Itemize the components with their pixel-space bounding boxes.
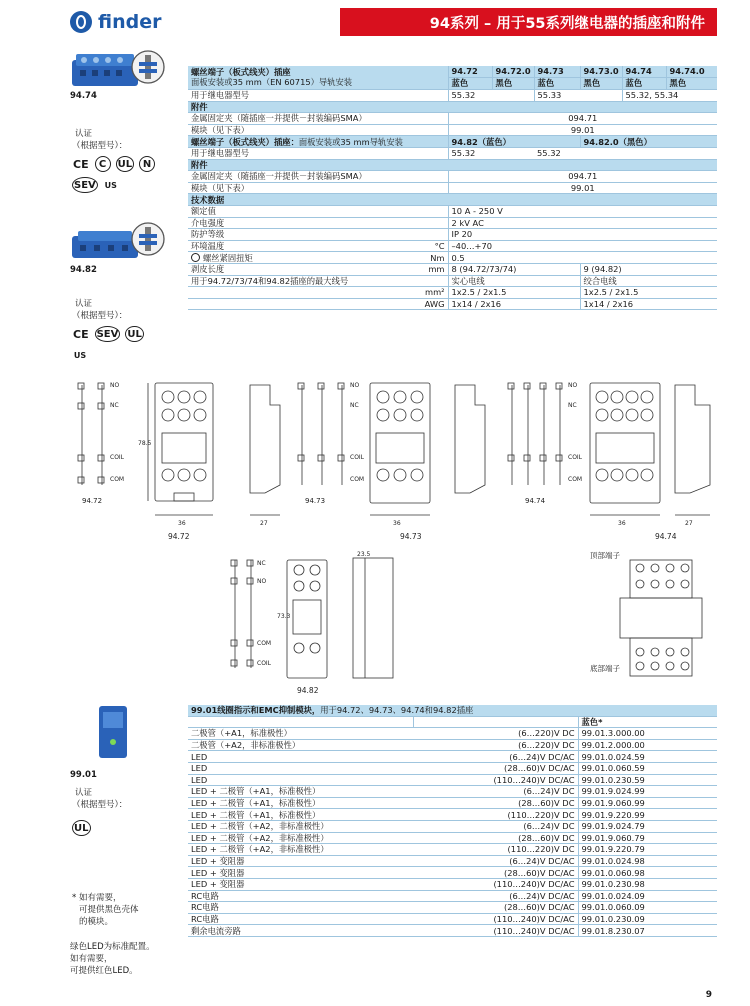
cert-label: 认证	[75, 788, 93, 798]
module-code: 99.01.0.060.59	[578, 762, 717, 774]
cell-value: 55.32	[534, 147, 717, 159]
table-row	[188, 925, 717, 937]
col-code: 94.72	[448, 66, 492, 77]
module-table	[188, 705, 717, 937]
table-row	[188, 171, 717, 183]
cell-value: IP 20	[448, 229, 717, 241]
cell-value: 99.01	[448, 124, 717, 136]
dimension-label: 36	[393, 520, 401, 527]
table-row	[188, 786, 717, 798]
page-number: 9	[705, 990, 712, 1000]
section-title: 螺丝端子（板式线夹）插座：	[191, 136, 299, 147]
module-type: LED	[188, 762, 413, 774]
cell-value: 55.33	[534, 90, 622, 102]
cell-value: 2 kV AC	[448, 217, 717, 229]
table-row	[188, 705, 717, 716]
cert-note: （根据型号）：	[72, 800, 128, 810]
row-label: 螺丝紧固扭矩	[203, 252, 253, 263]
row-label: 额定值	[188, 205, 448, 217]
module-code: 99.01.2.000.00	[578, 739, 717, 751]
col-code: 94.82.0（黑色）	[580, 136, 717, 148]
n-mark-icon: N	[139, 156, 155, 172]
module-type: LED + 二极管（+A1，标准极性）	[188, 809, 413, 821]
table-row	[188, 298, 717, 310]
row-label: 用于继电器型号	[188, 90, 448, 102]
module-type: 二极管（+A2，非标准极性）	[188, 739, 413, 751]
socket-94-82-drawing	[225, 548, 720, 698]
table-row	[188, 90, 717, 102]
cert-label: 认证	[75, 299, 93, 309]
terminal-label: NO	[110, 382, 120, 389]
row-label: 介电强度	[188, 217, 448, 229]
table-row	[188, 147, 717, 159]
table-row	[188, 902, 717, 914]
table-row	[188, 240, 717, 252]
terminal-label: COIL	[350, 454, 365, 461]
screw-terminal-icon	[131, 222, 165, 256]
table-row	[188, 124, 717, 136]
module-code: 99.01.0.060.98	[578, 867, 717, 879]
module-type: RC电路	[188, 902, 413, 914]
module-voltage: (110…240)V DC/AC	[413, 925, 578, 937]
table-row	[188, 762, 717, 774]
sev-mark-icon: SEV	[72, 177, 98, 193]
table-row	[188, 194, 717, 206]
section-subtitle: 面板安装或35 mm（EN 60715）导轨安装	[191, 77, 353, 87]
terminal-label: NC	[568, 402, 577, 409]
module-type: 二极管（+A1，标准极性）	[188, 728, 413, 740]
module-type: RC电路	[188, 890, 413, 902]
row-label: 模块（见下表）	[188, 182, 448, 194]
table-row	[188, 287, 717, 299]
module-type: LED + 二极管（+A1，标准极性）	[188, 797, 413, 809]
module-code: 99.01.9.060.99	[578, 797, 717, 809]
table-row	[188, 182, 717, 194]
cell-value: 8 (94.72/73/74)	[448, 263, 580, 275]
drawing-caption: 94.82	[297, 686, 319, 695]
cell-value: 0.5	[448, 252, 717, 264]
cell-value: 1x2.5 / 2x1.5	[448, 287, 580, 299]
terminal-label: COM	[110, 476, 125, 483]
module-type: LED + 二极管（+A2，非标准极性）	[188, 844, 413, 856]
table-row	[188, 716, 717, 728]
col-code: 94.72.0	[492, 66, 534, 77]
dimension-label: 73.3	[277, 613, 291, 620]
row-label: 用于94.72/73/74和94.82插座的最大线号	[188, 275, 448, 287]
footnote: 绿色LED为标准配置。	[70, 942, 155, 952]
cell-value: 094.71	[448, 171, 717, 183]
table-row	[188, 867, 717, 879]
module-type: LED + 变阻器	[188, 878, 413, 890]
table-row	[188, 820, 717, 832]
brand-name: finder	[98, 11, 162, 33]
drawing-caption: 94.74	[655, 532, 677, 541]
footnote: 可提供黑色壳体	[79, 905, 139, 915]
cell-value: 55.32	[448, 147, 534, 159]
footnote: 的模块。	[79, 917, 114, 927]
sev-mark-icon: SEV	[95, 326, 121, 342]
cell-value: 实心电线	[448, 275, 580, 287]
table-row	[188, 205, 717, 217]
table-row	[188, 855, 717, 867]
row-label: 金属固定夹（随插座一并提供－封装编码SMA）	[188, 171, 448, 183]
terminal-label: NO	[568, 382, 578, 389]
product-code-99-01: 99.01	[70, 770, 97, 780]
dimension-label: 27	[260, 520, 268, 527]
module-voltage: (28…60)V DC/AC	[413, 867, 578, 879]
socket-spec-table	[188, 66, 717, 310]
unit-label: mm	[408, 263, 448, 275]
cell-value: 55.32	[448, 90, 534, 102]
col-code: 94.82（蓝色）	[448, 136, 580, 148]
module-voltage: (28…60)V DC	[413, 832, 578, 844]
table-row	[188, 809, 717, 821]
ul-mark-icon: UL	[125, 326, 144, 342]
module-code: 99.01.0.024.98	[578, 855, 717, 867]
dimension-label: 78.5	[138, 440, 152, 447]
drawing-caption: 94.73	[400, 532, 422, 541]
table-row	[188, 263, 717, 275]
module-99-01-image	[95, 702, 133, 762]
terminal-label: COIL	[568, 454, 583, 461]
table-row	[188, 878, 717, 890]
module-voltage: (6…24)V DC/AC	[413, 890, 578, 902]
section-title: 附件	[188, 101, 717, 113]
module-voltage: (6…24)V DC	[413, 820, 578, 832]
terminal-label: NO	[257, 578, 267, 585]
module-voltage: (6…24)V DC/AC	[413, 751, 578, 763]
cert-label: 认证	[75, 129, 93, 139]
module-code: 99.01.9.024.79	[578, 820, 717, 832]
module-voltage: (110…240)V DC/AC	[413, 878, 578, 890]
finder-logo-icon	[70, 11, 92, 33]
drawing-label: 底部端子	[590, 664, 620, 673]
product-code-94-74: 94.74	[70, 91, 97, 101]
section-title: 螺丝端子（板式线夹）插座	[191, 67, 291, 77]
product-code-94-82: 94.82	[70, 265, 97, 275]
finder-logo	[70, 8, 180, 36]
table-row	[188, 739, 717, 751]
module-type: LED + 变阻器	[188, 855, 413, 867]
dimension-label: 27	[685, 520, 693, 527]
row-label: 金属固定夹（随插座一并提供－封装编码SMA）	[188, 113, 448, 125]
certification-marks-94-74	[72, 156, 162, 193]
module-code: 99.01.8.230.07	[578, 925, 717, 937]
cell-value: 1x2.5 / 2x1.5	[580, 287, 717, 299]
table-row	[188, 913, 717, 925]
module-type: LED	[188, 751, 413, 763]
footnote: 可提供红色LED。	[70, 966, 138, 976]
module-voltage: (6…24)V DC	[413, 786, 578, 798]
col-color: 蓝色	[622, 77, 666, 89]
row-label: 用于继电器型号	[188, 147, 448, 159]
terminal-label: NC	[350, 402, 359, 409]
screw-torque-icon	[191, 253, 200, 262]
module-type: LED + 二极管（+A2，非标准极性）	[188, 832, 413, 844]
terminal-label: COM	[257, 640, 272, 647]
row-label: 模块（见下表）	[188, 124, 448, 136]
drawing-caption: 94.74	[525, 497, 546, 505]
page-title: 94系列 – 用于55系列继电器的插座和附件	[340, 8, 717, 36]
row-label: 防护等级	[188, 229, 448, 241]
drawing-caption: 94.72	[168, 532, 190, 541]
ul-mark-icon: UL	[116, 156, 135, 172]
dimension-label: 23.5	[357, 551, 371, 558]
ul-mark-icon: UL	[72, 820, 91, 836]
c-mark-icon: C	[95, 156, 111, 172]
module-type: LED + 二极管（+A1，标准极性）	[188, 786, 413, 798]
module-code: 99.01.0.230.59	[578, 774, 717, 786]
cell-value: 1x14 / 2x16	[580, 298, 717, 310]
table-row	[188, 136, 717, 148]
cell-value: –40…+70	[448, 240, 717, 252]
module-voltage: (110…240)V DC/AC	[413, 774, 578, 786]
table-row	[188, 275, 717, 287]
module-type: LED + 二极管（+A2，非标准极性）	[188, 820, 413, 832]
table-row	[188, 844, 717, 856]
module-code: 99.01.9.220.99	[578, 809, 717, 821]
module-code: 99.01.0.024.09	[578, 890, 717, 902]
ce-mark-icon: CE	[73, 157, 89, 171]
ce-mark-icon: CE	[73, 327, 89, 341]
module-voltage: (28…60)V DC/AC	[413, 762, 578, 774]
module-type: LED	[188, 774, 413, 786]
table-row	[188, 728, 717, 740]
module-code: 99.01.9.024.99	[578, 786, 717, 798]
terminal-label: NC	[110, 402, 119, 409]
terminal-label: COIL	[257, 660, 272, 667]
cell-value: 1x14 / 2x16	[448, 298, 580, 310]
table-row	[188, 797, 717, 809]
module-code: 99.01.0.230.98	[578, 878, 717, 890]
cert-note: （根据型号）：	[72, 311, 128, 321]
col-color: 蓝色	[448, 77, 492, 89]
module-code: 99.01.0.060.09	[578, 902, 717, 914]
module-code: 99.01.0.024.59	[578, 751, 717, 763]
col-color: 蓝色*	[578, 716, 717, 728]
section-subtitle: 用于94.72、94.73、94.74和94.82插座	[320, 705, 474, 716]
us-mark-icon: US	[104, 180, 117, 190]
table-row	[188, 101, 717, 113]
col-code: 94.74.0	[666, 66, 717, 77]
module-voltage: (6…220)V DC	[413, 739, 578, 751]
table-row	[188, 832, 717, 844]
col-color: 黑色	[492, 77, 534, 89]
col-color: 黑色	[666, 77, 717, 89]
col-code: 94.73.0	[580, 66, 622, 77]
table-row	[188, 113, 717, 125]
section-subtitle: 面板安装或35 mm导轨安装	[298, 136, 403, 147]
table-row	[188, 159, 717, 171]
table-row	[188, 229, 717, 241]
module-type: 剩余电流旁路	[188, 925, 413, 937]
certification-marks-99-01	[72, 820, 162, 836]
table-row	[188, 252, 717, 264]
cell-value: 绞合电线	[580, 275, 717, 287]
cell-value: 99.01	[448, 182, 717, 194]
terminal-label: NC	[257, 560, 266, 567]
row-label: 剥皮长度	[188, 263, 408, 275]
row-label: 环境温度	[188, 240, 408, 252]
section-title: 附件	[188, 159, 717, 171]
us-mark-icon: US	[73, 350, 87, 360]
dimension-label: 36	[178, 520, 186, 527]
unit-label: Nm	[408, 252, 448, 264]
table-row	[188, 774, 717, 786]
cell-value: 9 (94.82)	[580, 263, 717, 275]
cell-value: 094.71	[448, 113, 717, 125]
cert-note: （根据型号）：	[72, 141, 128, 151]
unit-label: AWG	[408, 298, 448, 310]
module-type: LED + 变阻器	[188, 867, 413, 879]
drawing-label: 顶部端子	[590, 551, 620, 560]
terminal-label: COM	[350, 476, 365, 483]
unit-label: mm²	[408, 287, 448, 299]
module-voltage: (28…60)V DC/AC	[413, 902, 578, 914]
cell-value: 55.32, 55.34	[622, 90, 717, 102]
module-voltage: (6…24)V DC/AC	[413, 855, 578, 867]
module-voltage: (28…60)V DC	[413, 797, 578, 809]
module-code: 99.01.3.000.00	[578, 728, 717, 740]
module-voltage: (110…220)V DC	[413, 844, 578, 856]
dimension-label: 36	[618, 520, 626, 527]
unit-label: °C	[408, 240, 448, 252]
module-code: 99.01.9.060.79	[578, 832, 717, 844]
col-code: 94.74	[622, 66, 666, 77]
cell-value: 10 A - 250 V	[448, 205, 717, 217]
screw-terminal-icon	[131, 50, 165, 84]
col-code: 94.73	[534, 66, 580, 77]
drawing-caption: 94.72	[82, 497, 103, 505]
module-type: RC电路	[188, 913, 413, 925]
table-row	[188, 890, 717, 902]
module-voltage: (110…220)V DC	[413, 809, 578, 821]
module-code: 99.01.9.220.79	[578, 844, 717, 856]
footnote: * 如有需要，	[72, 893, 122, 903]
footnote: 如有需要，	[70, 954, 113, 964]
table-row	[188, 751, 717, 763]
terminal-label: NO	[350, 382, 360, 389]
terminal-label: COM	[568, 476, 583, 483]
module-voltage: (110…240)V DC/AC	[413, 913, 578, 925]
table-row	[188, 66, 717, 77]
section-title: 99.01线圈指示和EMC抑制模块，	[191, 705, 321, 716]
col-color: 蓝色	[534, 77, 580, 89]
terminal-label: COIL	[110, 454, 125, 461]
module-code: 99.01.0.230.09	[578, 913, 717, 925]
socket-dimension-drawings	[70, 375, 720, 545]
drawing-caption: 94.73	[305, 497, 326, 505]
section-title: 技术数据	[188, 194, 717, 206]
col-color: 黑色	[580, 77, 622, 89]
table-row	[188, 217, 717, 229]
module-voltage: (6…220)V DC	[413, 728, 578, 740]
certification-marks-94-82	[72, 326, 162, 363]
